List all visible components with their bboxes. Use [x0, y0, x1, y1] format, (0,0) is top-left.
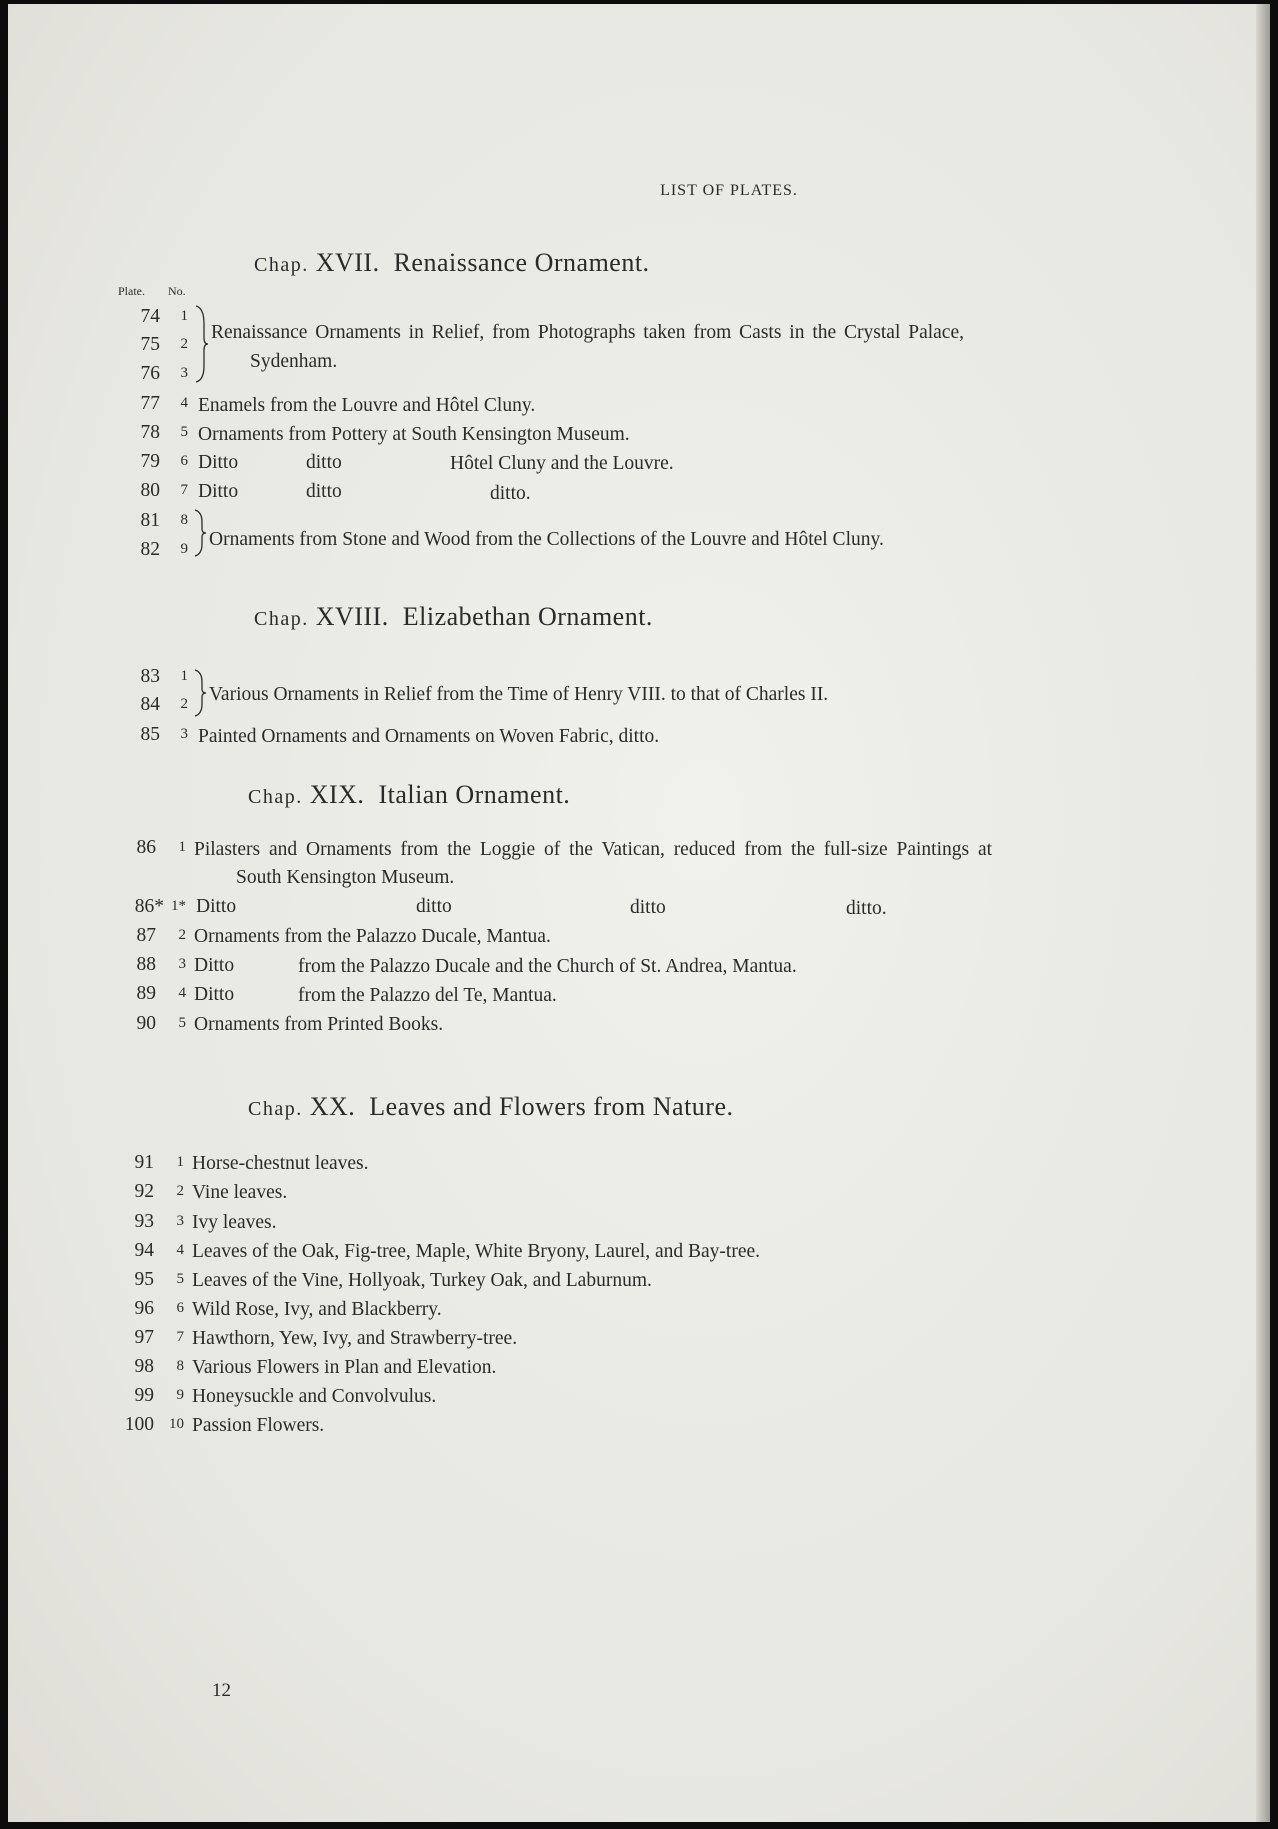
- item-text-ditto: ditto: [306, 452, 342, 473]
- chapter-prefix: Chap.: [254, 254, 309, 276]
- plate-number: 76: [140, 363, 160, 384]
- chapter-heading: [254, 248, 650, 278]
- item-text: Hawthorn, Yew, Ivy, and Strawberry-tree.: [192, 1328, 518, 1349]
- item-number: 8: [180, 512, 188, 528]
- item-text: Wild Rose, Ivy, and Blackberry.: [192, 1299, 442, 1320]
- chapter-numeral: XX.: [309, 1092, 356, 1121]
- plate-number: 95: [134, 1269, 154, 1290]
- item-number: 4: [178, 985, 186, 1001]
- item-number: 5: [178, 1015, 186, 1031]
- item-text: Enamels from the Louvre and Hôtel Cluny.: [198, 395, 536, 416]
- plate-number: 77: [140, 393, 160, 414]
- item-text: Various Flowers in Plan and Elevation.: [192, 1357, 497, 1378]
- item-number: 7: [180, 482, 188, 498]
- plate-number: 75: [140, 334, 160, 355]
- chapter-heading: [248, 780, 570, 810]
- item-text: Passion Flowers.: [192, 1415, 325, 1436]
- plate-number: 94: [134, 1240, 154, 1261]
- plate-number: 89: [136, 983, 156, 1004]
- item-number: 3: [180, 726, 188, 742]
- item-text: Painted Ornaments and Ornaments on Woven Fabric, ditto.: [198, 726, 660, 747]
- item-text: Ditto: [194, 984, 235, 1005]
- plate-number: 85: [140, 724, 160, 745]
- item-text: Pilasters and Ornaments from the Loggie of the Vatican, reduced from the full-size Paintings at: [194, 839, 993, 860]
- item-number: 1: [176, 1154, 184, 1170]
- plate-number: 84: [140, 694, 160, 715]
- column-head-no: No.: [168, 284, 186, 298]
- column-head-plate: Plate.: [118, 284, 145, 298]
- item-text-ditto: ditto.: [846, 898, 887, 919]
- item-text: Ditto: [196, 896, 237, 917]
- item-text-rest: from the Palazzo Ducale and the Church of St. Andrea, Mantua.: [298, 956, 797, 977]
- chapter-title: Elizabethan Ornament.: [402, 602, 653, 631]
- plate-number: 99: [134, 1385, 154, 1406]
- item-number: 3: [180, 365, 188, 381]
- item-number: 6: [176, 1300, 184, 1316]
- item-text-ditto: ditto: [306, 481, 342, 502]
- item-text-rest: from the Palazzo del Te, Mantua.: [298, 985, 557, 1006]
- plate-number: 81: [140, 510, 160, 531]
- plate-number: 78: [140, 422, 160, 443]
- item-text: Ditto: [194, 955, 235, 976]
- item-text-rest: ditto.: [490, 483, 531, 504]
- item-number: 5: [176, 1271, 184, 1287]
- item-number: 7: [176, 1329, 184, 1345]
- item-text: Various Ornaments in Relief from the Time of Henry VIII. to that of Charles II.: [209, 684, 829, 705]
- chapter-title: Renaissance Ornament.: [393, 248, 650, 277]
- item-text: Honeysuckle and Convolvulus.: [192, 1386, 437, 1407]
- item-number: 2: [176, 1183, 184, 1199]
- item-number: 4: [176, 1242, 184, 1258]
- item-number: 9: [180, 541, 188, 557]
- item-text: Sydenham.: [250, 351, 338, 372]
- plate-number: 86: [136, 837, 156, 858]
- chapter-prefix: Chap.: [248, 1098, 303, 1120]
- item-number: 2: [180, 696, 188, 712]
- item-number: 2: [180, 336, 188, 352]
- plate-number: 87: [136, 925, 156, 946]
- chapter-heading: [248, 1092, 734, 1122]
- plate-number: 79: [140, 451, 160, 472]
- plate-number: 91: [134, 1152, 154, 1173]
- item-number: 3: [178, 956, 186, 972]
- item-text: Ivy leaves.: [192, 1212, 277, 1233]
- page-number: 12: [212, 1680, 231, 1701]
- item-text: Ditto: [198, 452, 239, 473]
- item-text: Leaves of the Oak, Fig-tree, Maple, White Bryony, Laurel, and Bay-tree.: [192, 1241, 761, 1262]
- item-number: 5: [180, 424, 188, 440]
- item-number: 2: [178, 927, 186, 943]
- item-number: 1: [178, 839, 186, 855]
- plate-number: 100: [124, 1414, 154, 1435]
- item-number: 1: [180, 308, 188, 324]
- running-header: LIST OF PLATES.: [660, 182, 798, 199]
- item-number: 1*: [171, 898, 186, 914]
- item-text: Ornaments from the Palazzo Ducale, Mantua.: [194, 926, 551, 947]
- chapter-title: Leaves and Flowers from Nature.: [369, 1092, 734, 1121]
- item-number: 3: [176, 1213, 184, 1229]
- chapter-prefix: Chap.: [248, 786, 303, 808]
- plate-number: 83: [140, 666, 160, 687]
- chapter-numeral: XVII.: [315, 248, 380, 277]
- item-text: Ornaments from Stone and Wood from the Collections of the Louvre and Hôtel Cluny.: [209, 529, 884, 550]
- item-number: 10: [169, 1416, 184, 1432]
- item-text-continued: South Kensington Museum.: [236, 867, 455, 888]
- chapter-heading: [254, 602, 653, 632]
- item-text: Ditto: [198, 481, 239, 502]
- item-text: Ornaments from Pottery at South Kensington Museum.: [198, 424, 630, 445]
- plate-number: 90: [136, 1013, 156, 1034]
- plate-number: 74: [140, 306, 160, 327]
- plate-number: 96: [134, 1298, 154, 1319]
- item-text: Leaves of the Vine, Hollyoak, Turkey Oak, and Laburnum.: [192, 1270, 652, 1291]
- chapter-title: Italian Ornament.: [378, 780, 571, 809]
- plate-number: 80: [140, 480, 160, 501]
- plate-number: 88: [136, 954, 156, 975]
- item-text-ditto: ditto: [416, 896, 452, 917]
- chapter-prefix: Chap.: [254, 608, 309, 630]
- plate-number: 82: [140, 539, 160, 560]
- page-edge-shadow: [1256, 4, 1270, 1822]
- plate-number: 93: [134, 1211, 154, 1232]
- item-text-rest: Hôtel Cluny and the Louvre.: [450, 453, 674, 474]
- item-text: Ornaments from Printed Books.: [194, 1014, 444, 1035]
- item-text-ditto: ditto: [630, 897, 666, 918]
- chapter-numeral: XIX.: [309, 780, 365, 809]
- item-text: Renaissance Ornaments in Relief, from Photographs taken from Casts in the Crystal Palace,: [211, 322, 964, 343]
- item-number: 1: [180, 668, 188, 684]
- chapter-numeral: XVIII.: [315, 602, 389, 631]
- item-number: 6: [180, 453, 188, 469]
- plate-number: 98: [134, 1356, 154, 1377]
- item-text: Vine leaves.: [192, 1182, 288, 1203]
- item-number: 8: [176, 1358, 184, 1374]
- plate-number: 86*: [134, 896, 164, 917]
- brace-icon: [192, 668, 206, 718]
- plate-number: 97: [134, 1327, 154, 1348]
- item-number: 4: [180, 395, 188, 411]
- plate-number: 92: [134, 1181, 154, 1202]
- page: [8, 4, 1270, 1822]
- item-text: Horse-chestnut leaves.: [192, 1153, 369, 1174]
- brace-icon: [192, 508, 206, 558]
- item-number: 9: [176, 1387, 184, 1403]
- brace-icon: [192, 304, 208, 384]
